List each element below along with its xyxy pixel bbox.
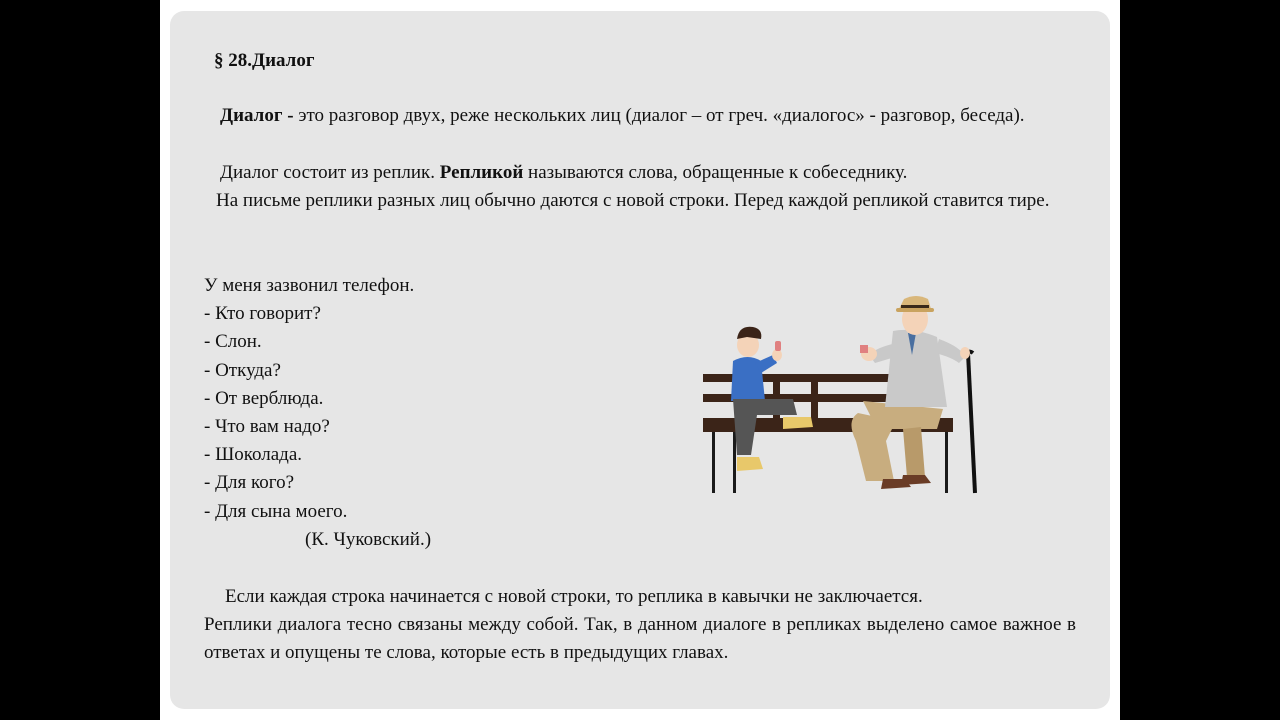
connection-paragraph <box>204 611 1076 667</box>
dialog-line: - Что вам надо? <box>204 416 330 438</box>
term-dialog: Диалог - <box>220 105 294 126</box>
dialog-line: У меня зазвонил телефон. <box>204 275 415 296</box>
writing-rule-paragraph <box>204 187 1076 215</box>
slide <box>160 0 1120 720</box>
dialog-line: - Для кого? <box>204 472 295 494</box>
replica-paragraph <box>204 159 1076 187</box>
dialog-line: - От верблюда. <box>204 387 324 409</box>
content-card <box>170 11 1110 709</box>
quotes-rule-text: Если каждая строка начинается с новой строки, то реплика в кавычки не заключается. <box>225 586 923 607</box>
quotes-rule-paragraph <box>204 583 1076 611</box>
connection-text: Реплики диалога тесно связаны между собой. Так, в данном диалоге в репликах выделено самое важное в ответах и опущены те слова, которые есть в предыдущих главах. <box>204 614 1076 663</box>
dialog-line: - Шоколада. <box>204 444 303 466</box>
definition-text: это разговор двух, реже нескольких лиц (диалог – от греч. «диалогос» - разговор, беседа). <box>293 105 1025 126</box>
section-title: § 28.Диалог <box>214 50 315 71</box>
dialog-line: - Слон. <box>204 331 262 353</box>
term-replica: Репликой <box>439 162 524 183</box>
bench-conversation-illustration <box>703 291 993 501</box>
example-dialog <box>204 272 431 554</box>
writing-rule-text: На письме реплики разных лиц обычно даются с новой строки. Перед каждой репликой ставится тире. <box>216 190 1050 211</box>
definition-paragraph <box>204 102 1076 130</box>
dialog-line: - Откуда? <box>204 359 281 381</box>
dialog-line: - Кто говорит? <box>204 303 321 325</box>
replica-text-before: Диалог состоит из реплик. <box>220 162 440 183</box>
replica-text-after: называются слова, обращенные к собеседнику. <box>523 162 908 183</box>
dialog-line: - Для сына моего. <box>204 500 348 522</box>
quote-author: (К. Чуковский.) <box>305 528 432 550</box>
